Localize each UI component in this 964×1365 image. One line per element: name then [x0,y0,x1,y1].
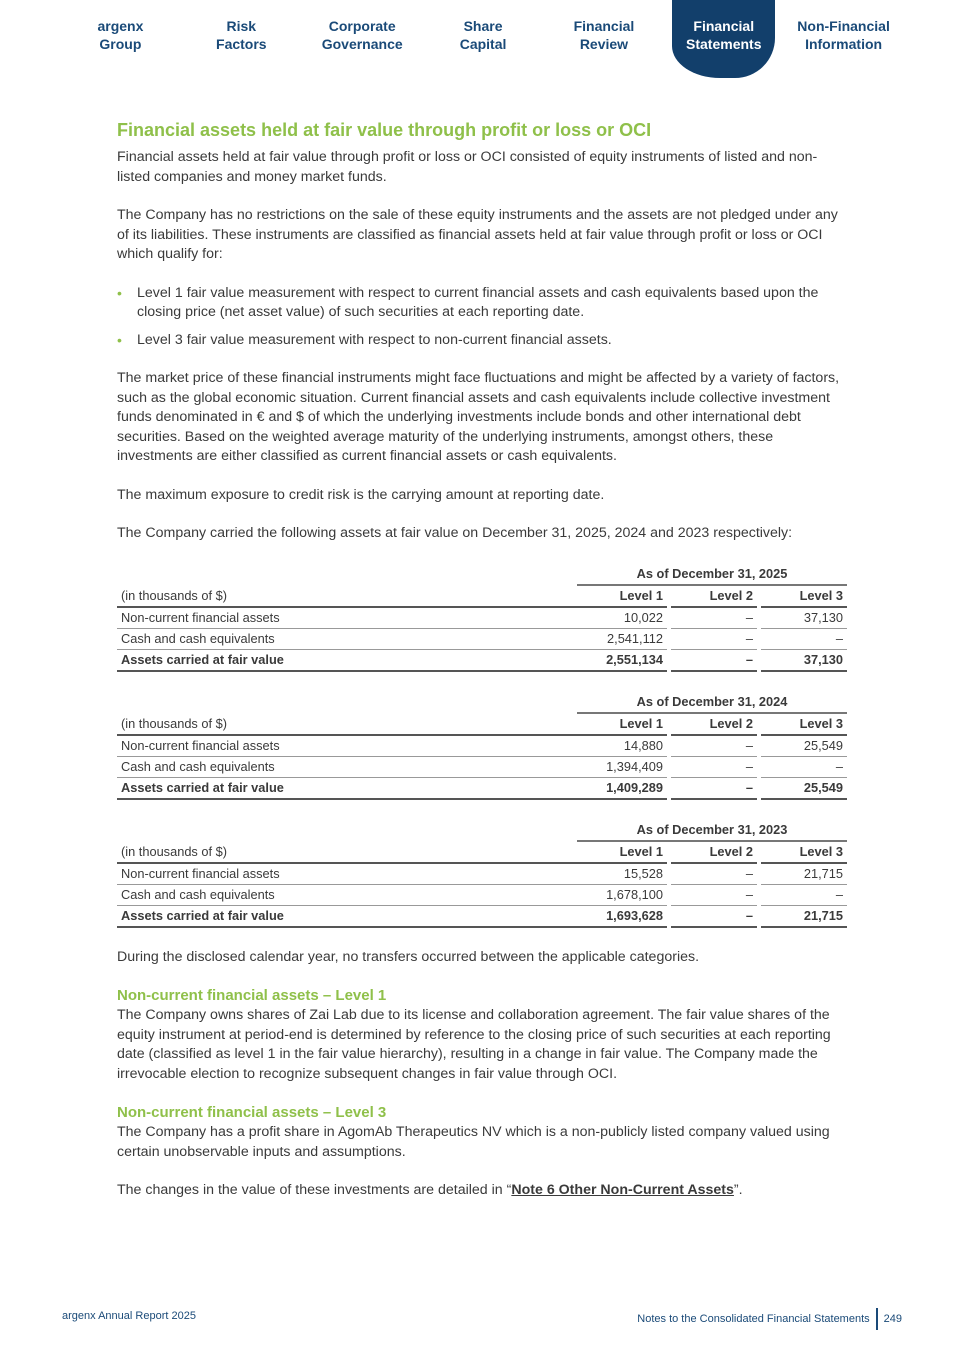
table-period-header: As of December 31, 2025 [577,564,847,586]
paragraph-level1: The Company owns shares of Zai Lab due to its license and collaboration agreement. The fair value shares of the equity instrument at period-end is determined by reference to the closing price of such securities at each reporting date (classified as level 1 in the fair value hierarchy), resulting in a change in fair value. The Company made the irrevocable election to recognize subsequent changes in fair value through OCI. [117,1007,831,1082]
fair-value-table-2023 [117,820,847,928]
tab-share-capital[interactable]: Share Capital [459,18,507,52]
unit-label: (in thousands of $) [117,586,577,608]
tab-argenx-group[interactable]: argenx Group [97,18,144,52]
page-footer [62,1308,902,1328]
paragraph-credit-risk: The maximum exposure to credit risk is the carrying amount at reporting date. [117,486,605,503]
main-content [117,118,849,1220]
footer-section-title: Notes to the Consolidated Financial Statements [637,1313,870,1325]
column-header: Level 1 [577,586,667,608]
paragraph-market-price: The market price of these financial instruments might face fluctuations and might be affected by a variety of factors, such as the global economic situation. Current financial assets and cash equivalents include collective investment funds denominated in € and $ of which the underlying investments include bonds and other international debt securities. Based on the weighted average maturity of the underlying instruments, amongst others, these investments are either classified as current financial assets or cash equivalents. [117,370,840,464]
tab-risk-factors[interactable]: Risk Factors [216,18,267,52]
column-header: Level 2 [671,714,757,736]
section-title: Financial assets held at fair value through profit or loss or OCI [117,120,652,140]
table-row: Non-current financial assets 14,880 – 25,549 [117,736,847,757]
column-header: Level 3 [761,842,847,864]
table-row: Cash and cash equivalents 1,678,100 – – [117,885,847,906]
table-row: Cash and cash equivalents 1,394,409 – – [117,757,847,778]
tab-financial-review[interactable]: Financial Review [573,18,635,52]
level-list [117,284,849,351]
column-header: Level 2 [671,842,757,864]
paragraph-restrictions: The Company has no restrictions on the sale of these equity instruments and the assets are not pledged under any of its liabilities. These instruments are classified as financial assets held at fair value through profit or loss or OCI which qualify for: [117,207,838,262]
unit-label: (in thousands of $) [117,842,577,864]
table-total-row: Assets carried at fair value 1,693,628 – 21,715 [117,906,847,928]
footer-report-title: argenx Annual Report 2025 [62,1310,196,1322]
bullet-icon: • [117,331,122,348]
table-row: Non-current financial assets 15,528 – 21,715 [117,864,847,885]
paragraph-transfers: During the disclosed calendar year, no transfers occurred between the applicable categories. [117,948,700,965]
column-header: Level 3 [761,714,847,736]
paragraph-fair-value-intro: The Company carried the following assets at fair value on December 31, 2025, 2024 and 2023 respectively: [117,525,793,541]
tab-financial-statements[interactable]: Financial Statements [672,0,775,78]
column-header: Level 2 [671,586,757,608]
footer-divider [876,1308,878,1330]
tab-corporate-governance[interactable]: Corporate Governance [321,18,403,52]
column-header: Level 1 [577,842,667,864]
fair-value-table-2024 [117,692,847,800]
unit-label: (in thousands of $) [117,714,577,736]
list-item: • Level 1 fair value measurement with respect to current financial assets and cash equivalents based upon the closing price (net asset value) of such securities at each reporting date. [117,284,819,320]
list-item: • Level 3 fair value measurement with respect to non-current financial assets. [117,331,849,351]
table-period-header: As of December 31, 2024 [577,692,847,714]
level1-heading: Non-current financial assets – Level 1 [117,987,387,1004]
column-header: Level 3 [761,586,847,608]
table-total-row: Assets carried at fair value 2,551,134 – 37,130 [117,650,847,672]
note-6-link[interactable]: Note 6 Other Non-Current Assets [511,1182,734,1198]
table-row: Non-current financial assets 10,022 – 37,130 [117,608,847,629]
tab-non-financial-information[interactable]: Non-Financial Information [797,18,890,52]
page-number: 249 [883,1313,902,1325]
top-navigation [60,0,904,80]
paragraph-changes: The changes in the value of these investments are detailed in “Note 6 Other Non-Current Assets”. [117,1182,743,1198]
table-total-row: Assets carried at fair value 1,409,289 – 25,549 [117,778,847,800]
paragraph-intro: Financial assets held at fair value through profit or loss or OCI consisted of equity instruments of listed and non-listed companies and money market funds. [117,149,818,185]
fair-value-table-2025 [117,564,847,672]
table-row: Cash and cash equivalents 2,541,112 – – [117,629,847,650]
paragraph-level3: The Company has a profit share in AgomAb Therapeutics NV which is a non-publicly listed company valued using certain unobservable inputs and assumptions. [117,1124,830,1160]
bullet-icon: • [117,284,122,301]
column-header: Level 1 [577,714,667,736]
table-period-header: As of December 31, 2023 [577,820,847,842]
level3-heading: Non-current financial assets – Level 3 [117,1104,387,1121]
